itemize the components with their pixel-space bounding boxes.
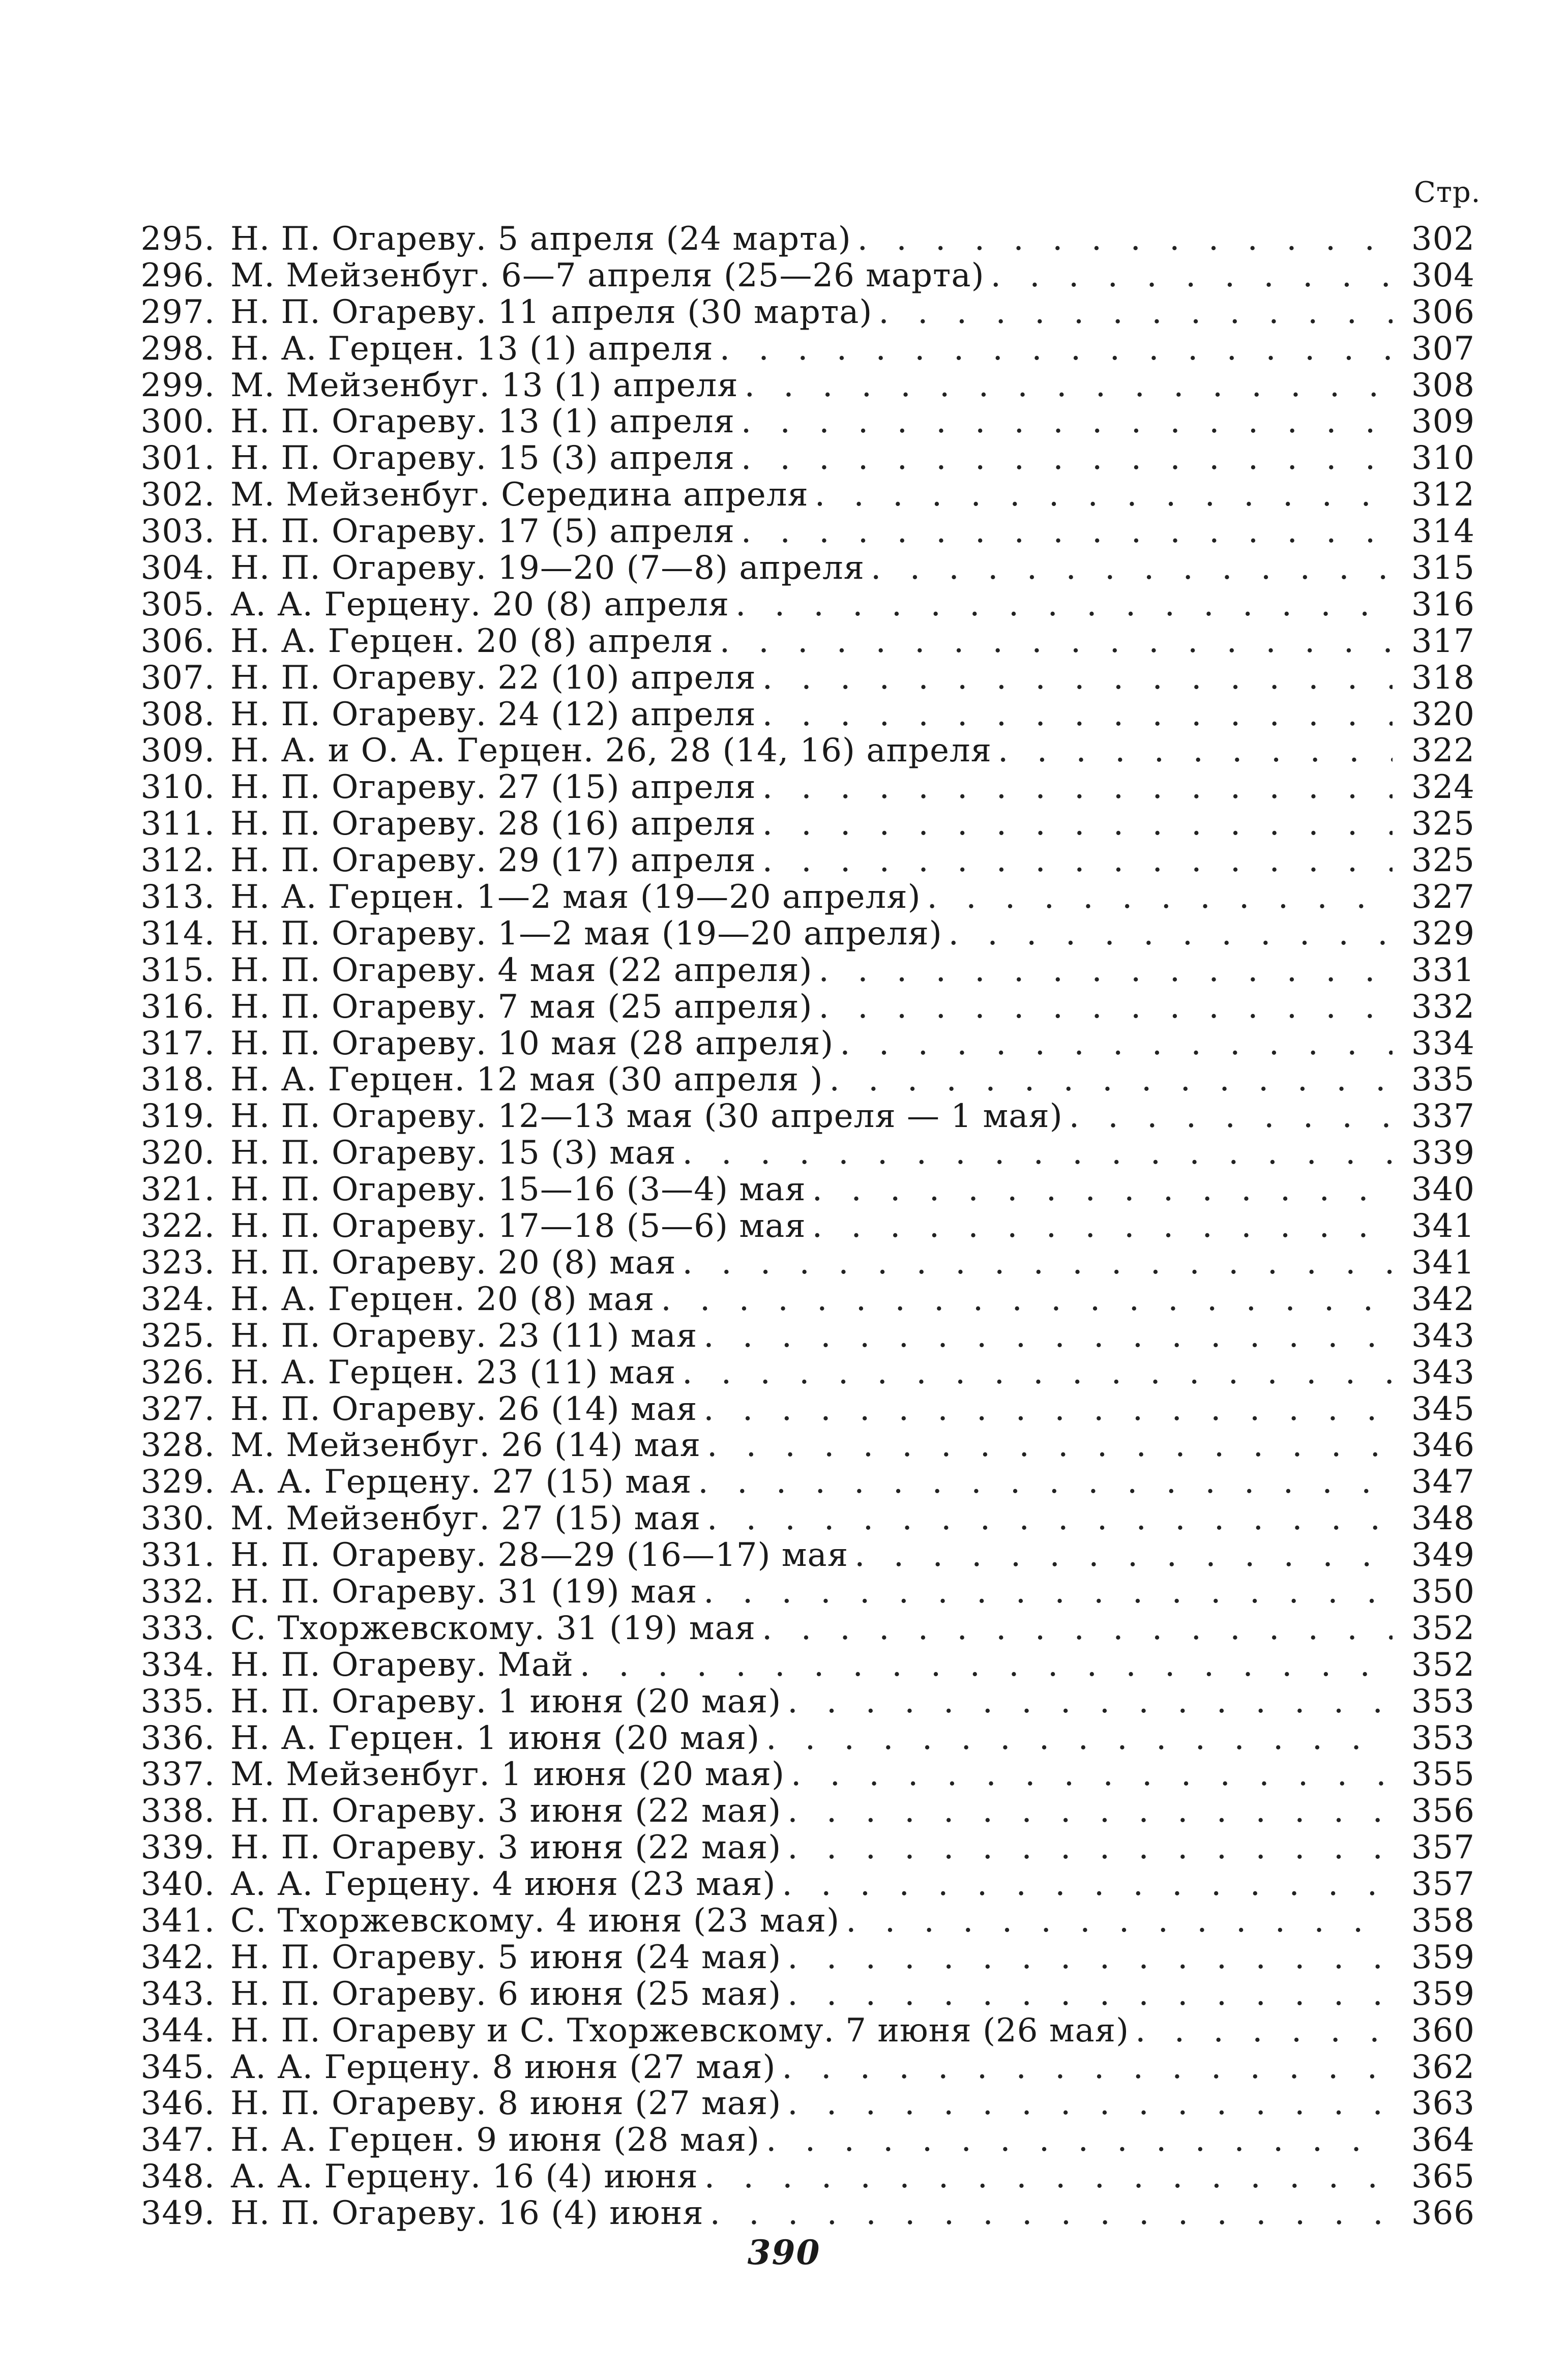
toc-entry-title: М. Мейзенбуг. 13 (1) апреля [230, 366, 738, 404]
toc-entry-number: 302. [140, 476, 215, 514]
toc-entry [136, 1428, 1475, 1464]
toc-entry-number: 327. [140, 1390, 215, 1428]
dot-leader [762, 697, 1393, 733]
toc-entry-page: 302 [1411, 220, 1475, 258]
toc-entry-page: 347 [1411, 1463, 1475, 1501]
toc-entry-number: 301. [140, 439, 215, 478]
toc-entry-number: 304. [140, 549, 215, 587]
dot-leader [787, 2086, 1393, 2122]
dot-leader [710, 2195, 1393, 2232]
toc-entry-title: Н. П. Огареву. 28 (16) апреля [230, 805, 756, 843]
toc-entry-page: 329 [1411, 914, 1475, 953]
dot-leader [720, 624, 1393, 660]
toc-entry-page: 314 [1411, 513, 1475, 551]
toc-entry-page: 316 [1411, 585, 1475, 624]
toc-entry-number: 319. [140, 1097, 215, 1136]
toc-entry-page: 312 [1411, 476, 1475, 514]
toc-entry-number: 334. [140, 1646, 215, 1684]
toc-entry-page: 353 [1411, 1682, 1475, 1720]
dot-leader [871, 550, 1393, 587]
dot-leader [791, 1757, 1393, 1793]
dot-leader [762, 843, 1393, 879]
dot-leader [762, 806, 1393, 843]
dot-leader [580, 1647, 1393, 1684]
toc-entry-number: 326. [140, 1353, 215, 1391]
toc-entry-number: 309. [140, 732, 215, 770]
toc-entry-title: С. Тхоржевскому. 31 (19) мая [230, 1609, 756, 1647]
toc-entry [136, 1208, 1475, 1245]
toc-entry-title: Н. А. Герцен. 20 (8) апреля [230, 622, 714, 660]
toc-entry-page: 348 [1411, 1500, 1475, 1538]
toc-entry-title: Н. А. Герцен. 9 июня (28 мая) [230, 2121, 760, 2159]
dot-leader [846, 1903, 1393, 1940]
dot-leader [878, 294, 1393, 331]
toc-entry-title: Н. П. Огареву. 28—29 (16—17) мая [230, 1536, 849, 1575]
dot-leader [682, 1135, 1393, 1172]
toc-entry-title: Н. П. Огареву. Май [230, 1646, 574, 1684]
dot-leader [812, 1172, 1393, 1208]
toc-entry-page: 356 [1411, 1792, 1475, 1830]
toc-entry [136, 624, 1475, 660]
toc-entry [136, 1720, 1475, 1757]
toc-entry [136, 1172, 1475, 1208]
toc-entry [136, 368, 1475, 404]
toc-entry [136, 404, 1475, 440]
toc-entry-title: Н. А. Герцен. 1 июня (20 мая) [230, 1719, 760, 1757]
toc-entry-title: Н. П. Огареву. 6 июня (25 мая) [230, 1975, 782, 2013]
dot-leader [766, 1720, 1393, 1757]
toc-entry-page: 343 [1411, 1353, 1475, 1391]
toc-entry-page: 325 [1411, 805, 1475, 843]
dot-leader [741, 514, 1393, 550]
toc-entry [136, 1099, 1475, 1135]
toc-entry-title: С. Тхоржевскому. 4 июня (23 мая) [230, 1902, 840, 1940]
toc-entry [136, 953, 1475, 989]
dot-leader [998, 733, 1393, 769]
toc-entry-page: 304 [1411, 256, 1475, 294]
toc-entry-title: М. Мейзенбуг. 6—7 апреля (25—26 марта) [230, 256, 985, 294]
toc-entry-page: 359 [1411, 1975, 1475, 2013]
toc-entry-title: Н. П. Огареву. 15 (3) апреля [230, 439, 735, 478]
toc-entry [136, 806, 1475, 843]
toc-entry-page: 364 [1411, 2121, 1475, 2159]
toc-entry-number: 323. [140, 1243, 215, 1282]
dot-leader [787, 1793, 1393, 1830]
dot-leader [829, 1062, 1393, 1099]
toc-entry [136, 1903, 1475, 1940]
toc-entry [136, 2050, 1475, 2086]
dot-leader [762, 1611, 1393, 1647]
dot-leader [707, 1501, 1393, 1537]
toc-entry-title: М. Мейзенбуг. 26 (14) мая [230, 1427, 701, 1465]
toc-entry-title: Н. П. Огареву. 15 (3) мая [230, 1134, 676, 1172]
toc-entry [136, 514, 1475, 550]
toc-entry-title: Н. П. Огареву. 29 (17) апреля [230, 842, 756, 880]
dot-leader [766, 2122, 1393, 2159]
toc-entry [136, 1757, 1475, 1793]
toc-entry [136, 1464, 1475, 1501]
toc-entry-number: 324. [140, 1280, 215, 1318]
toc-entry-page: 332 [1411, 988, 1475, 1026]
toc-entry [136, 1537, 1475, 1574]
toc-entry-title: Н. П. Огареву. 24 (12) апреля [230, 695, 756, 733]
dot-leader [840, 1026, 1393, 1062]
toc-entry-page: 353 [1411, 1719, 1475, 1757]
dot-leader [787, 1830, 1393, 1866]
toc-entry-number: 335. [140, 1682, 215, 1720]
toc-entry [136, 1976, 1475, 2013]
toc-entry-title: Н. А. Герцен. 20 (8) мая [230, 1280, 655, 1318]
toc-entry [136, 1391, 1475, 1428]
toc-entry-page: 360 [1411, 2011, 1475, 2050]
dot-leader [1135, 2013, 1393, 2050]
dot-leader [741, 440, 1393, 477]
toc-entry-title: Н. А. Герцен. 1—2 мая (19—20 апреля) [230, 878, 921, 916]
toc-entry-title: Н. П. Огареву. 20 (8) мая [230, 1243, 676, 1282]
toc-entry [136, 1866, 1475, 1903]
toc-entry-title: Н. П. Огареву. 22 (10) апреля [230, 659, 756, 697]
toc-entry-title: Н. А. Герцен. 13 (1) апреля [230, 330, 714, 368]
toc-entry-page: 352 [1411, 1609, 1475, 1647]
toc-entry-number: 311. [140, 805, 215, 843]
toc-entry-page: 310 [1411, 439, 1475, 478]
toc-entry-page: 341 [1411, 1207, 1475, 1245]
toc-entry-page: 357 [1411, 1865, 1475, 1904]
toc-entry-number: 310. [140, 768, 215, 807]
toc-entry-page: 340 [1411, 1171, 1475, 1209]
toc-entry-title: Н. П. Огареву. 8 июня (27 мая) [230, 2085, 782, 2123]
toc-entry-number: 344. [140, 2011, 215, 2050]
dot-leader [703, 1318, 1393, 1355]
dot-leader [703, 1391, 1393, 1428]
toc-entry-number: 342. [140, 1938, 215, 1976]
toc-entry [136, 1940, 1475, 1976]
dot-leader [703, 1574, 1393, 1611]
dot-leader [927, 879, 1393, 916]
toc-entry [136, 1135, 1475, 1172]
toc-entry [136, 2013, 1475, 2050]
toc-entry-page: 325 [1411, 842, 1475, 880]
toc-entry [136, 477, 1475, 514]
toc-entry-page: 345 [1411, 1390, 1475, 1428]
toc-entry [136, 769, 1475, 806]
dot-leader [745, 368, 1393, 404]
dot-leader [707, 1428, 1393, 1464]
toc-entry-page: 327 [1411, 878, 1475, 916]
toc-entry-page: 309 [1411, 403, 1475, 441]
toc-entry-number: 295. [140, 220, 215, 258]
dot-leader [704, 2159, 1393, 2195]
toc-entry [136, 1830, 1475, 1866]
toc-entry-number: 331. [140, 1536, 215, 1575]
toc-entry [136, 1647, 1475, 1684]
toc-entry [136, 550, 1475, 587]
toc-entry-title: Н. П. Огареву. 23 (11) мая [230, 1317, 698, 1355]
toc-entry-page: 341 [1411, 1243, 1475, 1282]
toc-entry-title: Н. А. и О. А. Герцен. 26, 28 (14, 16) апреля [230, 732, 992, 770]
toc-entry-title: Н. П. Огареву. 3 июня (22 мая) [230, 1792, 782, 1830]
toc-entry-number: 300. [140, 403, 215, 441]
toc-entry-title: Н. П. Огареву. 1—2 мая (19—20 апреля) [230, 914, 942, 953]
toc-entry-number: 336. [140, 1719, 215, 1757]
toc-entry-page: 342 [1411, 1280, 1475, 1318]
toc-entry-title: Н. П. Огареву. 5 июня (24 мая) [230, 1938, 782, 1976]
dot-leader [682, 1355, 1393, 1391]
toc-entry-title: Н. П. Огареву. 4 мая (22 апреля) [230, 951, 813, 989]
toc-entry [136, 1793, 1475, 1830]
toc-entry-number: 315. [140, 951, 215, 989]
toc-entry-page: 363 [1411, 2085, 1475, 2123]
dot-leader [787, 1976, 1393, 2013]
dot-leader [782, 2050, 1393, 2086]
toc-entry-title: А. А. Герцену. 16 (4) июня [230, 2158, 698, 2196]
toc-entry-page: 335 [1411, 1061, 1475, 1099]
toc-entry-page: 306 [1411, 293, 1475, 331]
toc-entry-page: 355 [1411, 1756, 1475, 1794]
toc-entry [136, 733, 1475, 769]
toc-entry-number: 329. [140, 1463, 215, 1501]
toc-entry [136, 697, 1475, 733]
toc-entry-number: 328. [140, 1427, 215, 1465]
toc-entry-title: Н. П. Огареву. 17 (5) апреля [230, 513, 735, 551]
toc-entry-page: 337 [1411, 1097, 1475, 1136]
toc-entry [136, 2122, 1475, 2159]
toc-entry-title: М. Мейзенбуг. Середина апреля [230, 476, 809, 514]
toc-entry-page: 357 [1411, 1829, 1475, 1867]
dot-leader [857, 221, 1393, 258]
toc-entry-title: Н. П. Огареву. 17—18 (5—6) мая [230, 1207, 806, 1245]
toc-entry-number: 346. [140, 2085, 215, 2123]
toc-entry-number: 347. [140, 2121, 215, 2159]
toc-entry [136, 1026, 1475, 1062]
toc-entry-number: 296. [140, 256, 215, 294]
toc-entry [136, 1245, 1475, 1282]
toc-entry [136, 587, 1475, 624]
toc-entry-title: Н. А. Герцен. 12 мая (30 апреля ) [230, 1061, 823, 1099]
toc-entry [136, 2195, 1475, 2232]
dot-leader [815, 477, 1393, 514]
toc-entry-page: 366 [1411, 2194, 1475, 2233]
toc-entry-number: 325. [140, 1317, 215, 1355]
toc-entry [136, 1611, 1475, 1647]
dot-leader [787, 1684, 1393, 1720]
toc-entry [136, 221, 1475, 258]
page-column-header: Стр. [1414, 176, 1481, 209]
dot-leader [762, 769, 1393, 806]
toc-entry-number: 337. [140, 1756, 215, 1794]
toc-entry-number: 349. [140, 2194, 215, 2233]
dot-leader [661, 1282, 1393, 1318]
toc-entry-number: 322. [140, 1207, 215, 1245]
dot-leader [720, 331, 1393, 368]
toc-entry [136, 916, 1475, 953]
toc-entry [136, 1501, 1475, 1537]
toc-entry-number: 332. [140, 1572, 215, 1611]
toc-entry [136, 2159, 1475, 2195]
toc-entry-page: 362 [1411, 2048, 1475, 2086]
toc-entry-number: 297. [140, 293, 215, 331]
toc-entry-title: Н. П. Огареву. 16 (4) июня [230, 2194, 704, 2233]
toc-entry [136, 1062, 1475, 1099]
toc-entry-title: А. А. Герцену. 20 (8) апреля [230, 585, 730, 624]
toc-entry-title: А. А. Герцену. 8 июня (27 мая) [230, 2048, 776, 2086]
toc-entry-page: 320 [1411, 695, 1475, 733]
toc-entry-title: Н. П. Огареву. 15—16 (3—4) мая [230, 1171, 806, 1209]
toc-entry [136, 331, 1475, 368]
toc-entry-page: 317 [1411, 622, 1475, 660]
toc-entry-page: 346 [1411, 1427, 1475, 1465]
toc-entry [136, 1282, 1475, 1318]
toc-entry-page: 359 [1411, 1938, 1475, 1976]
toc-entry-page: 324 [1411, 768, 1475, 807]
toc-entry [136, 660, 1475, 697]
toc-entry [136, 989, 1475, 1026]
toc-entry-title: М. Мейзенбуг. 1 июня (20 мая) [230, 1756, 785, 1794]
toc-entry-title: Н. А. Герцен. 23 (11) мая [230, 1353, 676, 1391]
toc-entry-page: 349 [1411, 1536, 1475, 1575]
toc-entry-number: 298. [140, 330, 215, 368]
toc-entry-page: 339 [1411, 1134, 1475, 1172]
toc-entry-number: 306. [140, 622, 215, 660]
toc-entry-page: 315 [1411, 549, 1475, 587]
toc-entry-title: Н. П. Огареву. 3 июня (22 мая) [230, 1829, 782, 1867]
toc-entry-title: Н. П. Огареву. 5 апреля (24 марта) [230, 220, 851, 258]
toc-entry-number: 333. [140, 1609, 215, 1647]
toc-entry-title: Н. П. Огареву и С. Тхоржевскому. 7 июня (26 мая) [230, 2011, 1130, 2050]
toc-entry-number: 348. [140, 2158, 215, 2196]
toc-entry-number: 314. [140, 914, 215, 953]
toc-entry-title: Н. П. Огареву. 11 апреля (30 марта) [230, 293, 873, 331]
toc-entry [136, 258, 1475, 294]
toc-entry-page: 365 [1411, 2158, 1475, 2196]
toc-entry [136, 1355, 1475, 1391]
toc-entry-page: 322 [1411, 732, 1475, 770]
toc-entry-page: 307 [1411, 330, 1475, 368]
dot-leader [819, 953, 1393, 989]
toc-entry-page: 318 [1411, 659, 1475, 697]
dot-leader [735, 587, 1393, 624]
toc-entry-number: 308. [140, 695, 215, 733]
toc-entry-title: Н. П. Огареву. 10 мая (28 апреля) [230, 1024, 834, 1062]
toc-entry-page: 331 [1411, 951, 1475, 989]
toc-entry-title: Н. П. Огареву. 27 (15) апреля [230, 768, 756, 807]
dot-leader [741, 404, 1393, 440]
toc-entry-number: 318. [140, 1061, 215, 1099]
toc-entry [136, 879, 1475, 916]
toc-entry-number: 343. [140, 1975, 215, 2013]
toc-entry-title: Н. П. Огареву. 13 (1) апреля [230, 403, 735, 441]
toc-entry [136, 440, 1475, 477]
dot-leader [782, 1866, 1393, 1903]
toc-entry-number: 321. [140, 1171, 215, 1209]
toc-entry [136, 1684, 1475, 1720]
toc-entry-title: Н. П. Огареву. 19—20 (7—8) апреля [230, 549, 865, 587]
dot-leader [991, 258, 1393, 294]
toc-entry [136, 294, 1475, 331]
toc-entry-number: 340. [140, 1865, 215, 1904]
toc-entry [136, 2086, 1475, 2122]
toc-entry-page: 308 [1411, 366, 1475, 404]
toc-entry-page: 334 [1411, 1024, 1475, 1062]
toc-entry-number: 313. [140, 878, 215, 916]
toc-entry-title: М. Мейзенбуг. 27 (15) мая [230, 1500, 701, 1538]
table-of-contents [136, 221, 1475, 2232]
toc-entry-number: 307. [140, 659, 215, 697]
toc-entry-page: 350 [1411, 1572, 1475, 1611]
dot-leader [949, 916, 1393, 953]
dot-leader [762, 660, 1393, 697]
toc-entry-number: 341. [140, 1902, 215, 1940]
toc-entry-number: 330. [140, 1500, 215, 1538]
toc-entry-title: Н. П. Огареву. 26 (14) мая [230, 1390, 698, 1428]
dot-leader [819, 989, 1393, 1026]
toc-entry-title: Н. П. Огареву. 31 (19) мая [230, 1572, 698, 1611]
toc-entry-page: 352 [1411, 1646, 1475, 1684]
dot-leader [1069, 1099, 1393, 1135]
toc-entry-number: 320. [140, 1134, 215, 1172]
toc-entry [136, 843, 1475, 879]
dot-leader [787, 1940, 1393, 1976]
toc-entry-page: 358 [1411, 1902, 1475, 1940]
toc-entry [136, 1574, 1475, 1611]
dot-leader [854, 1537, 1393, 1574]
toc-entry-number: 317. [140, 1024, 215, 1062]
toc-entry-number: 345. [140, 2048, 215, 2086]
toc-entry-number: 299. [140, 366, 215, 404]
toc-entry-number: 303. [140, 513, 215, 551]
toc-entry-title: Н. П. Огареву. 1 июня (20 мая) [230, 1682, 782, 1720]
page-number: 390 [747, 2233, 821, 2272]
toc-entry-title: Н. П. Огареву. 12—13 мая (30 апреля — 1 мая) [230, 1097, 1063, 1136]
toc-entry-number: 312. [140, 842, 215, 880]
toc-entry-number: 338. [140, 1792, 215, 1830]
toc-entry-title: А. А. Герцену. 4 июня (23 мая) [230, 1865, 776, 1904]
toc-entry-title: А. А. Герцену. 27 (15) мая [230, 1463, 692, 1501]
dot-leader [682, 1245, 1393, 1282]
toc-entry-number: 316. [140, 988, 215, 1026]
toc-entry-number: 339. [140, 1829, 215, 1867]
toc-entry [136, 1318, 1475, 1355]
dot-leader [812, 1208, 1393, 1245]
toc-entry-number: 305. [140, 585, 215, 624]
dot-leader [698, 1464, 1393, 1501]
toc-entry-page: 343 [1411, 1317, 1475, 1355]
toc-entry-title: Н. П. Огареву. 7 мая (25 апреля) [230, 988, 813, 1026]
